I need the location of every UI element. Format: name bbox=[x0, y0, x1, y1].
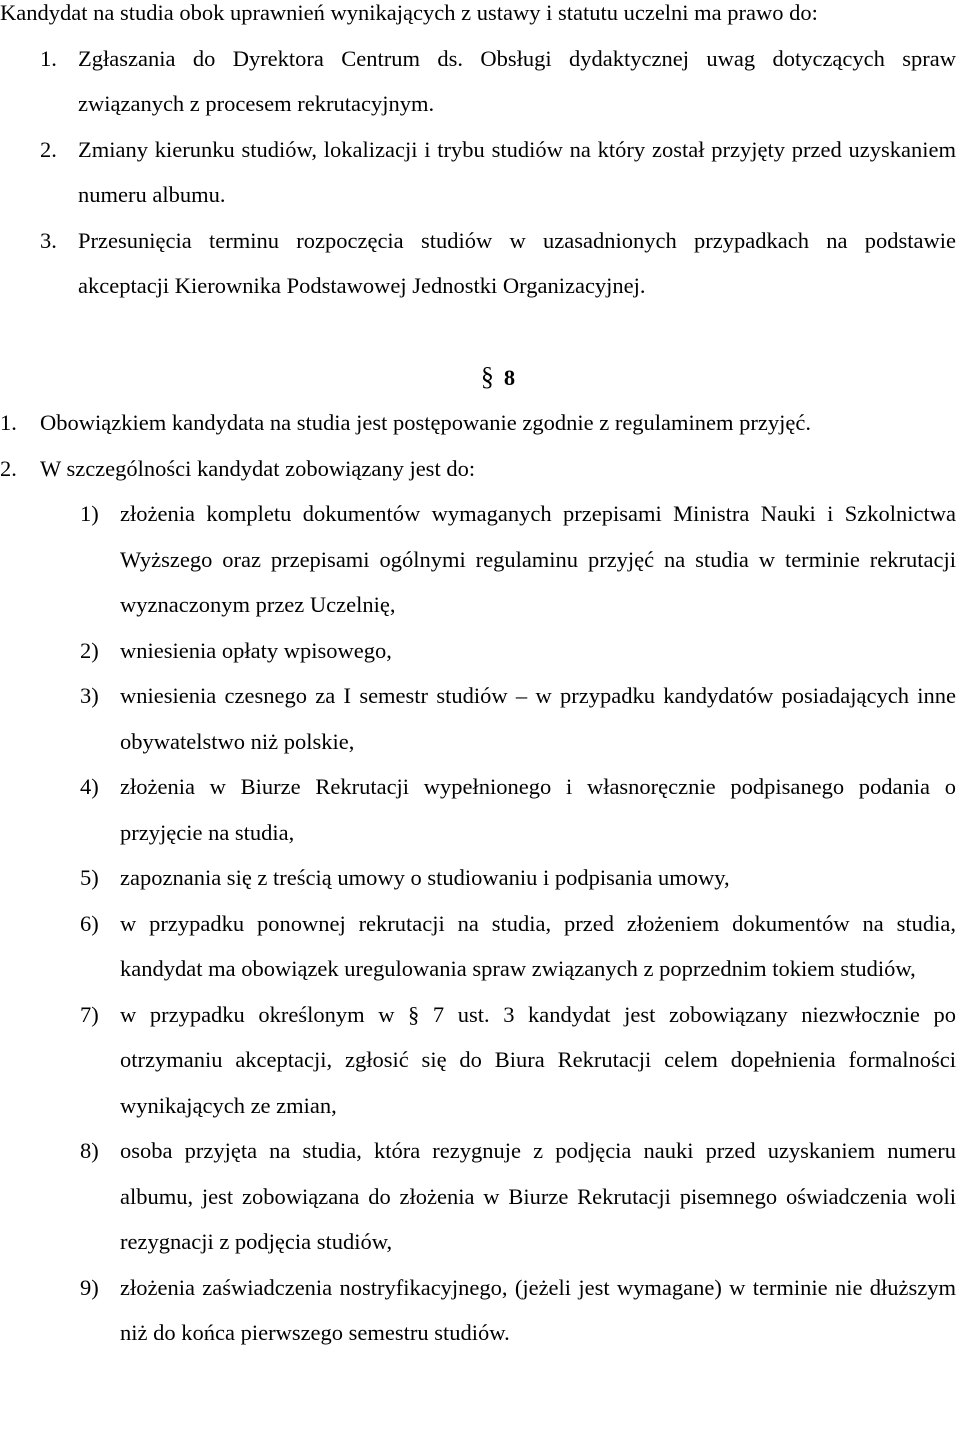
obligation-number: 4) bbox=[80, 774, 99, 799]
intro-paragraph: Kandydat na studia obok uprawnień wynikających z ustawy i statutu uczelni ma prawo do: bbox=[0, 0, 818, 25]
obligation-item bbox=[0, 855, 956, 901]
obligation-text: w przypadku ponownej rekrutacji na studia, przed złożeniem dokumentów na studia, kandydat ma obowiązek uregulowania spraw związanych z poprzednim tokiem studiów, bbox=[120, 910, 956, 981]
obligation-item bbox=[0, 1265, 956, 1356]
section-heading bbox=[0, 354, 956, 401]
intro-list-item bbox=[0, 127, 956, 218]
obligation-item bbox=[0, 992, 956, 1129]
list-number: 1. bbox=[40, 45, 57, 71]
obligation-number: 9) bbox=[80, 1274, 99, 1300]
obligation-item bbox=[0, 491, 956, 628]
obligation-text: wniesienia opłaty wpisowego, bbox=[120, 637, 392, 663]
obligation-text: złożenia w Biurze Rekrutacji wypełnionego i własnoręcznie podpisanego podania o przyjęcie na studia, bbox=[120, 774, 956, 845]
obligation-number: 5) bbox=[80, 865, 99, 890]
point-item bbox=[0, 400, 956, 446]
section-symbol: § bbox=[480, 361, 494, 391]
point-number: 2. bbox=[0, 455, 17, 481]
obligation-number: 8) bbox=[80, 1138, 99, 1163]
obligations-list bbox=[0, 491, 956, 1356]
list-number: 3. bbox=[40, 227, 57, 253]
obligation-item bbox=[0, 628, 956, 674]
obligation-item bbox=[0, 673, 956, 764]
obligation-text: osoba przyjęta na studia, która rezygnuje z podjęcia nauki przed uzyskaniem numeru albumu, jest zobowiązana do złożenia w Biurze Rekrutacji pisemnego oświadczenia woli rezygnacji z podjęcia studiów, bbox=[120, 1138, 956, 1254]
obligation-number: 2) bbox=[80, 637, 99, 663]
obligation-item bbox=[0, 764, 956, 855]
obligation-item bbox=[0, 901, 956, 992]
points-list bbox=[0, 400, 956, 491]
intro-list-item bbox=[0, 36, 956, 127]
section-number: 8 bbox=[503, 364, 516, 390]
point-text: W szczególności kandydat zobowiązany jest do: bbox=[40, 455, 476, 481]
obligation-text: w przypadku określonym w § 7 ust. 3 kandydat jest zobowiązany niezwłocznie po otrzymaniu akceptacji, zgłosić się do Biura Rekrutacji celem dopełnienia formalności wynikających ze zmian, bbox=[120, 1001, 956, 1118]
list-number: 2. bbox=[40, 136, 57, 162]
obligation-number: 1) bbox=[80, 501, 99, 526]
point-item bbox=[0, 446, 956, 492]
point-text: Obowiązkiem kandydata na studia jest postępowanie zgodnie z regulaminem przyjęć. bbox=[40, 410, 811, 435]
spacer bbox=[0, 309, 956, 354]
obligation-text: wniesienia czesnego za I semestr studiów – w przypadku kandydatów posiadających inne obywatelstwo niż polskie, bbox=[120, 683, 956, 754]
list-item-text: Zgłaszania do Dyrektora Centrum ds. Obsługi dydaktycznej uwag dotyczących spraw związanych z procesem rekrutacyjnym. bbox=[78, 45, 956, 116]
obligation-number: 7) bbox=[80, 1001, 99, 1027]
obligation-number: 6) bbox=[80, 910, 99, 936]
obligation-text: złożenia kompletu dokumentów wymaganych przepisami Ministra Nauki i Szkolnictwa Wyższego oraz przepisami ogólnymi regulaminu przyjęć na studia w terminie rekrutacji wyznaczonym przez Uczelnię, bbox=[120, 501, 956, 617]
point-number: 1. bbox=[0, 410, 17, 435]
obligation-item bbox=[0, 1128, 956, 1265]
obligation-number: 3) bbox=[80, 683, 99, 708]
obligation-text: zapoznania się z treścią umowy o studiowaniu i podpisania umowy, bbox=[120, 865, 730, 890]
list-item-text: Przesunięcia terminu rozpoczęcia studiów w uzasadnionych przypadkach na podstawie akceptacji Kierownika Podstawowej Jednostki Organizacyjnej. bbox=[78, 227, 956, 298]
list-item-text: Zmiany kierunku studiów, lokalizacji i trybu studiów na który został przyjęty przed uzyskaniem numeru albumu. bbox=[78, 136, 956, 207]
obligation-text: złożenia zaświadczenia nostryfikacyjnego, (jeżeli jest wymagane) w terminie nie dłuższym niż do końca pierwszego semestru studiów. bbox=[120, 1274, 956, 1345]
intro-list bbox=[0, 36, 956, 309]
intro-list-item bbox=[0, 218, 956, 309]
